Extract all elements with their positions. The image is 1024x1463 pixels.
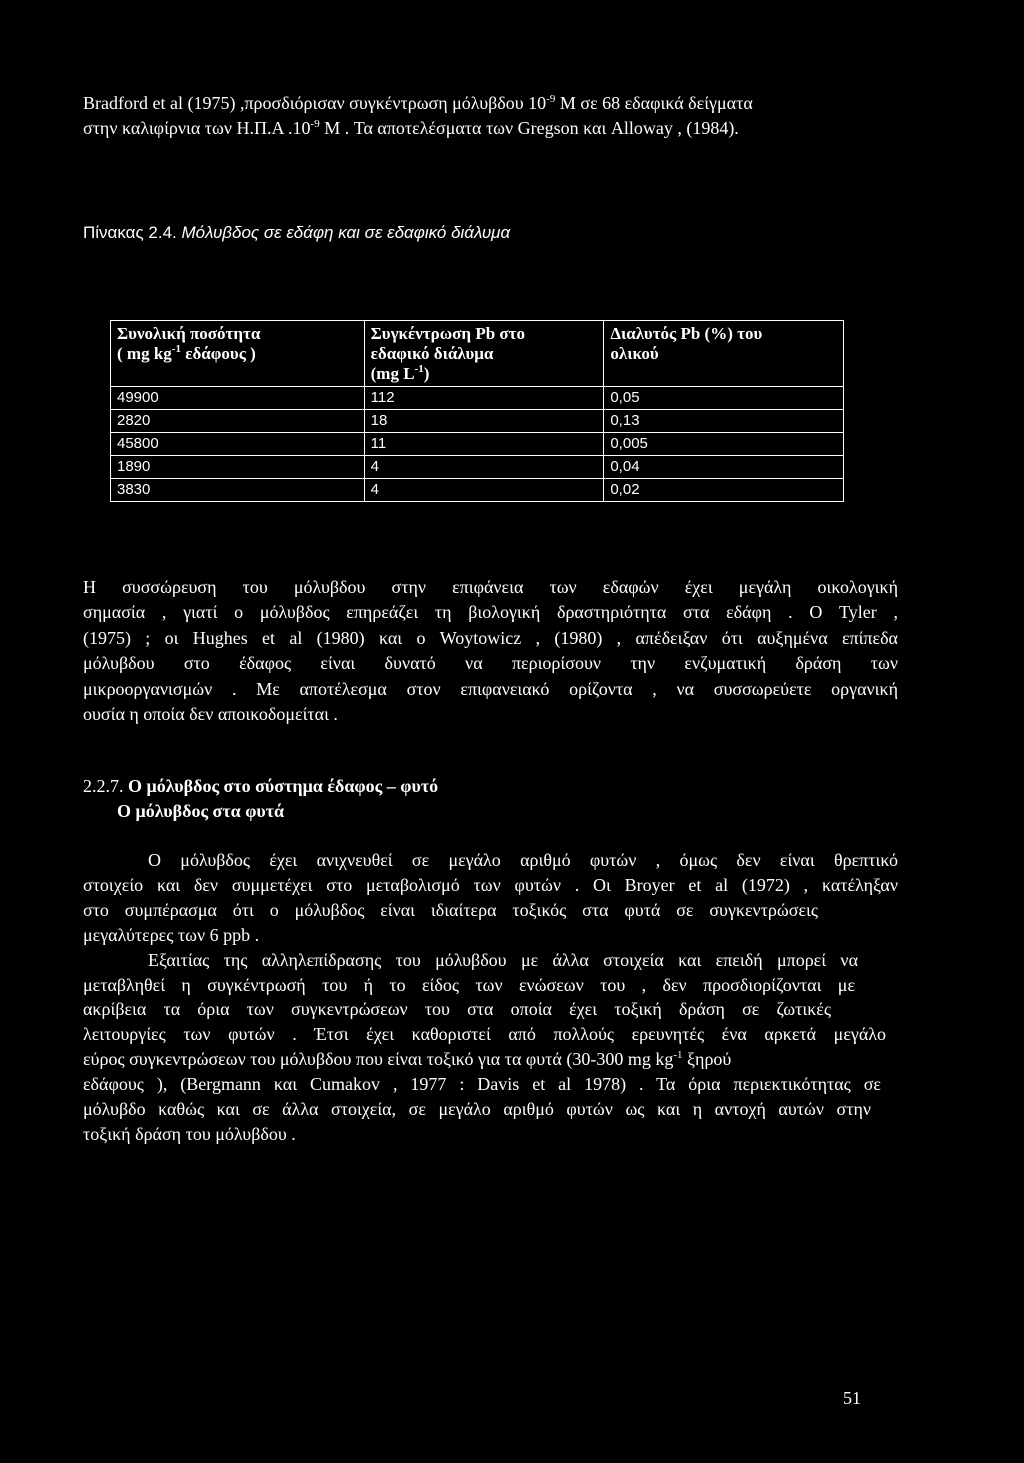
paragraph-2-line: Ο μόλυβδος έχει ανιχνευθεί σε μεγάλο αριθμό φυτών , όμως δεν είναι θρεπτικό <box>148 850 898 870</box>
table-row <box>111 433 844 456</box>
header-text: Συγκέντρωση Pb στο <box>370 324 525 343</box>
intro-text: M . Τα αποτελέσματα των Gregson και Alloway , (1984). <box>319 118 739 138</box>
section-heading <box>83 775 438 797</box>
paragraph-3-line: λειτουργίες των φυτών . Έτσι έχει καθοριστεί από πολλούς ερευνητές ένα αρκετά μεγάλο <box>83 1024 886 1044</box>
paragraph-3-line: μόλυβδο καθώς και σε άλλα στοιχεία, σε μεγάλο αριθμό φυτών ως και η αντοχή αυτών στην <box>83 1099 871 1119</box>
header-solution-concentration <box>364 321 604 387</box>
paragraph-3-line <box>83 1048 731 1070</box>
table-header-row <box>111 321 844 387</box>
paragraph-text: ξηρού <box>682 1049 732 1069</box>
paragraph-1-line: Η συσσώρευση του μόλυβδου στην επιφάνεια των εδαφών έχει μεγάλη οικολογική <box>83 577 898 597</box>
table-row <box>111 456 844 479</box>
lead-table <box>110 320 844 502</box>
superscript: -1 <box>414 363 424 375</box>
section-number: 2.2.7. <box>83 776 128 796</box>
paragraph-3-line: ακρίβεια τα όρια των συγκεντρώσεων του στα οποία έχει τοξική δράση σε ζωτικές <box>83 999 831 1019</box>
table-cell: 2820 <box>111 410 365 433</box>
paragraph-3-line: εδάφους ), (Bergmann και Cumakov , 1977 : Davis et al 1978) . Τα όρια περιεκτικότητας σε <box>83 1074 881 1094</box>
table-cell: 3830 <box>111 479 365 502</box>
table-cell: 18 <box>364 410 604 433</box>
paragraph-1-line: μόλυβδου στο έδαφος είναι δυνατό να περιορίσουν την ενζυματική δράση των <box>83 653 898 673</box>
table-cell: 112 <box>364 387 604 410</box>
table-cell: 0,04 <box>604 456 844 479</box>
page-number: 51 <box>843 1388 861 1408</box>
table-cell: 45800 <box>111 433 365 456</box>
table-cell: 0,02 <box>604 479 844 502</box>
table-caption-title: Μόλυβδος σε εδάφη και σε εδαφικό διάλυμα <box>176 223 511 242</box>
table-cell: 49900 <box>111 387 365 410</box>
superscript: -9 <box>546 93 556 105</box>
paragraph-2-line: στο συμπέρασμα ότι ο μόλυβδος είναι ιδιαίτερα τοξικός στα φυτά σε συγκεντρώσεις <box>83 900 818 920</box>
intro-text: M σε 68 εδαφικά δείγματα <box>555 93 753 113</box>
section-subtitle: Ο μόλυβδος στα φυτά <box>117 801 285 821</box>
table-cell: 4 <box>364 479 604 502</box>
paragraph-3-line: μεταβληθεί η συγκέντρωσή του ή το είδος των ενώσεων του , δεν προσδιορίζονται με <box>83 975 855 995</box>
paragraph-2-line: μεγαλύτερες των 6 ppb . <box>83 925 260 945</box>
paragraph-3-line: τοξική δράση του μόλυβδου . <box>83 1124 296 1144</box>
table-cell: 0,005 <box>604 433 844 456</box>
paragraph-3-line: Εξαιτίας της αλληλεπίδρασης του μόλυβδου με άλλα στοιχεία και επειδή μπορεί να <box>148 950 858 970</box>
header-text-part: ) <box>423 364 430 383</box>
intro-text: στην καλιφίρνια των Η.Π.Α .10 <box>83 118 311 138</box>
table-cell: 0,05 <box>604 387 844 410</box>
paragraph-1-line: (1975) ; οι Hughes et al (1980) και ο Woytowicz , (1980) , απέδειξαν ότι αυξημένα επίπεδα <box>83 628 898 648</box>
section-title: Ο μόλυβδος στο σύστημα έδαφος – φυτό <box>128 776 439 796</box>
paragraph-1-line: ουσία η οποία δεν αποικοδομείται . <box>83 704 338 724</box>
header-text: εδαφικό διάλυμα <box>370 344 494 363</box>
header-total-amount <box>111 321 365 387</box>
intro-line-2 <box>83 117 739 139</box>
table-cell: 1890 <box>111 456 365 479</box>
header-text: Διαλυτός Pb (%) του <box>610 324 763 343</box>
intro-text: Bradford et al (1975) ,προσδιόρισαν συγκέντρωση μόλυβδου 10 <box>83 93 547 113</box>
table-row <box>111 479 844 502</box>
superscript: -1 <box>673 1049 683 1061</box>
intro-line-1 <box>83 92 753 114</box>
table-caption <box>83 221 510 244</box>
header-text-part: εδάφους ) <box>180 344 256 363</box>
header-text-part: ( mg kg <box>117 344 172 363</box>
header-text <box>371 364 598 384</box>
table-cell: 4 <box>364 456 604 479</box>
paragraph-1-line: μικροοργανισμών . Με αποτέλεσμα στον επιφανειακό ορίζοντα , να συσσωρεύετε οργανική <box>83 679 898 699</box>
header-text: Συνολική ποσότητα <box>117 324 261 343</box>
header-text <box>117 344 358 364</box>
table-row <box>111 410 844 433</box>
paragraph-text: εύρος συγκεντρώσεων του μόλυβδου που είναι τοξικό για τα φυτά (30-300 mg kg <box>83 1049 674 1069</box>
superscript: -1 <box>171 343 181 355</box>
table-caption-label: Πίνακας 2.4. <box>83 223 177 242</box>
superscript: -9 <box>310 118 320 130</box>
table-cell: 11 <box>364 433 604 456</box>
table-cell: 0,13 <box>604 410 844 433</box>
table-row <box>111 387 844 410</box>
header-text: ολικού <box>610 344 659 363</box>
paragraph-2-line: στοιχείο και δεν συμμετέχει στο μεταβολισμό των φυτών . Οι Broyer et al (1972) , κατέληξαν <box>83 875 898 895</box>
header-text-part: (mg L <box>370 364 415 383</box>
header-soluble-percent <box>604 321 844 387</box>
paragraph-1-line: σημασία , γιατί ο μόλυβδος επηρεάζει τη βιολογική δραστηριότητα στα εδάφη . Ο Tyler , <box>83 602 898 622</box>
